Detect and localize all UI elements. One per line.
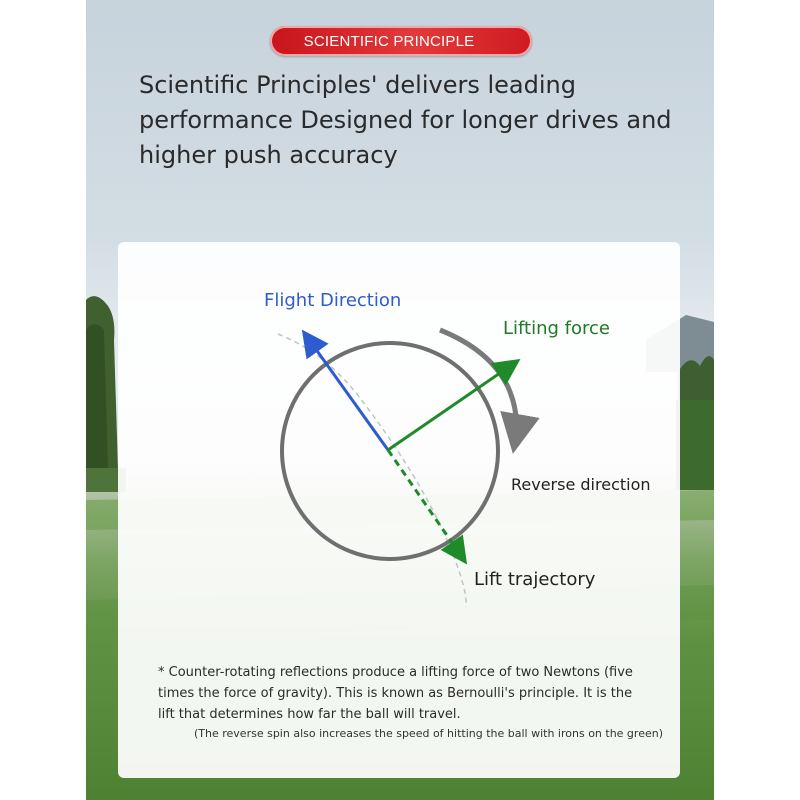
section-badge: [270, 26, 532, 56]
lift-trajectory-label: Lift trajectory: [474, 569, 596, 590]
headline-line: Scientific Principles' delivers leading: [139, 71, 576, 99]
flight-direction-label: Flight Direction: [264, 290, 402, 311]
section-badge-label: SCIENTIFIC PRINCIPLE: [303, 32, 475, 50]
reverse-direction-label: Reverse direction: [511, 475, 651, 494]
headline: [139, 68, 699, 173]
lift-trajectory-arrow: [388, 450, 464, 560]
footnote-subnote: (The reverse spin also increases the speed of hitting the ball with irons on the green): [194, 727, 663, 740]
headline-line: higher push accuracy: [139, 141, 398, 169]
lifting-force-label: Lifting force: [503, 318, 610, 339]
trajectory-path: [278, 334, 466, 607]
footnote-text: * Counter-rotating reflections produce a lifting force of two Newtons (five times the force of gravity). This is known as Bernoulli's principle. It is the lift that determines how far the ball will travel.: [158, 665, 633, 722]
headline-line: performance Designed for longer drives and: [139, 106, 672, 134]
